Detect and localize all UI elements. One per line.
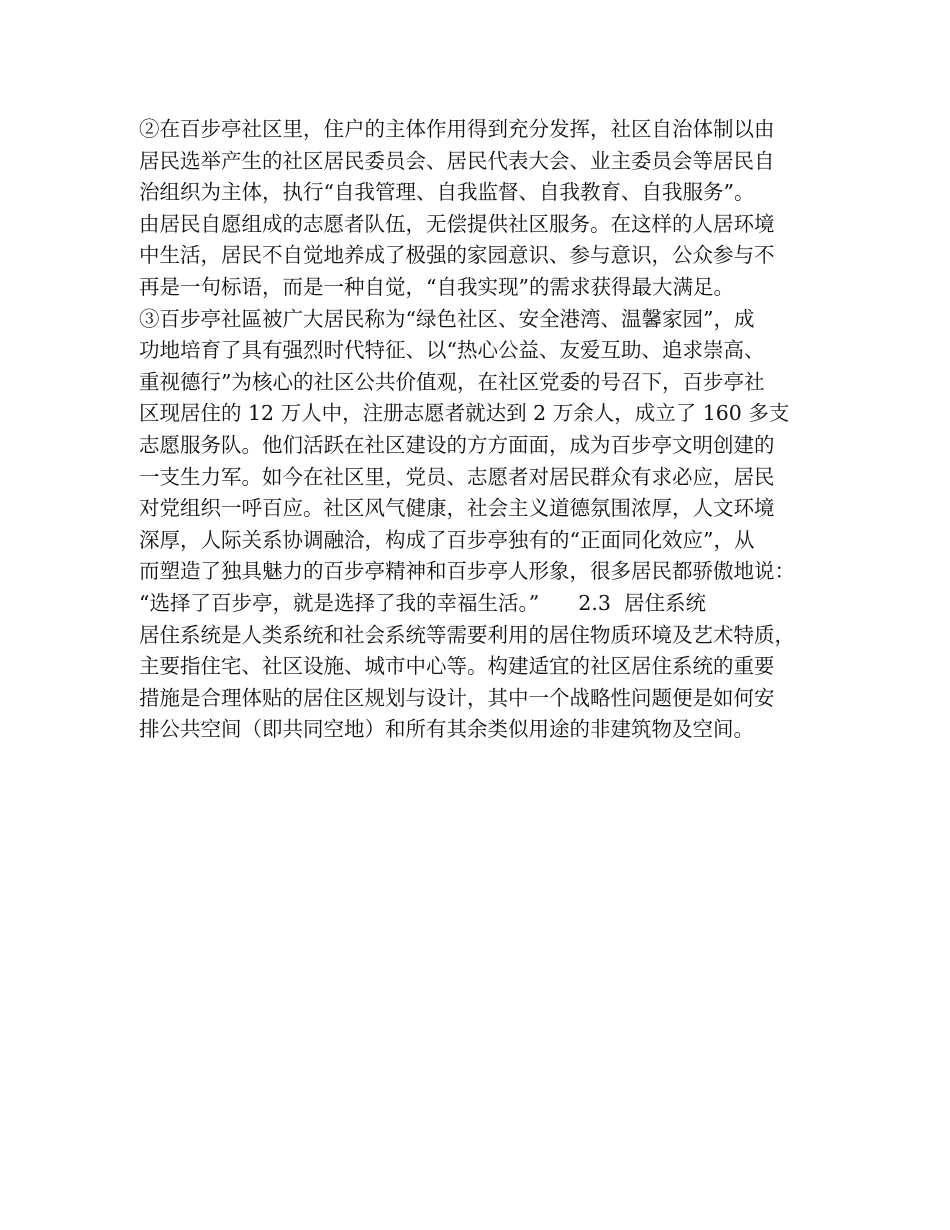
body-text xyxy=(139,114,829,746)
text-line: 排公共空间（即共同空地）和所有其余类似用途的非建筑物及空间。 xyxy=(139,717,754,742)
text-line: 志愿服务队。他们活跃在社区建设的方方面面，成为百步亭文明创建的 xyxy=(139,432,775,457)
text-line: 重视德行”为核心的社区公共价值观，在社区党委的号召下，百步亭社 xyxy=(139,369,765,394)
text-line: 主要指住宅、社区设施、城市中心等。构建适宜的社区居住系统的重要 xyxy=(139,654,775,679)
text-line: 中生活，居民不自觉地养成了极强的家园意识、参与意识，公众参与不 xyxy=(139,243,775,268)
text-line: 再是一句标语，而是一种自觉，“自我实现”的需求获得最大满足。 xyxy=(139,274,734,299)
text-line: 功地培育了具有强烈时代特征、以“热心公益、友爱互助、追求崇高、 xyxy=(139,338,765,363)
text-line: 而塑造了独具魅力的百步亭精神和百步亭人形象，很多居民都骄傲地说： xyxy=(139,559,795,584)
text-line: 深厚，人际关系协调融洽，构成了百步亭独有的“正面同化效应”，从 xyxy=(139,527,755,552)
text-line: 治组织为主体，执行“自我管理、自我监督、自我教育、自我服务”。 xyxy=(139,180,755,205)
text-line: 措施是合理体贴的居住区规划与设计，其中一个战略性问题便是如何安 xyxy=(139,685,775,710)
text-line: 区现居住的 12 万人中，注册志愿者就达到 2 万余人，成立了 160 多支 xyxy=(139,401,790,426)
text-line: 居民选举产生的社区居民委员会、居民代表大会、业主委员会等居民自 xyxy=(139,148,775,173)
text-line: 对党组织一呼百应。社区风气健康，社会主义道德氛围浓厚，人文环境 xyxy=(139,496,775,521)
text-line: ②在百步亭社区里，住户的主体作用得到充分发挥，社区自治体制以由 xyxy=(139,117,775,141)
text-line: 居住系统是人类系统和社会系统等需要利用的居住物质环境及艺术特质， xyxy=(139,622,795,647)
text-line: 由居民自愿组成的志愿者队伍，无偿提供社区服务。在这样的人居环境 xyxy=(139,211,775,236)
text-line: ③百步亭社區被广大居民称为“绿色社区、安全港湾、温馨家园”，成 xyxy=(139,306,755,331)
text-line: 一支生力军。如今在社区里，党员、志愿者对居民群众有求必应，居民 xyxy=(139,464,775,489)
text-line: “选择了百步亭，就是选择了我的幸福生活。” 2.3 居住系统 xyxy=(139,590,706,615)
